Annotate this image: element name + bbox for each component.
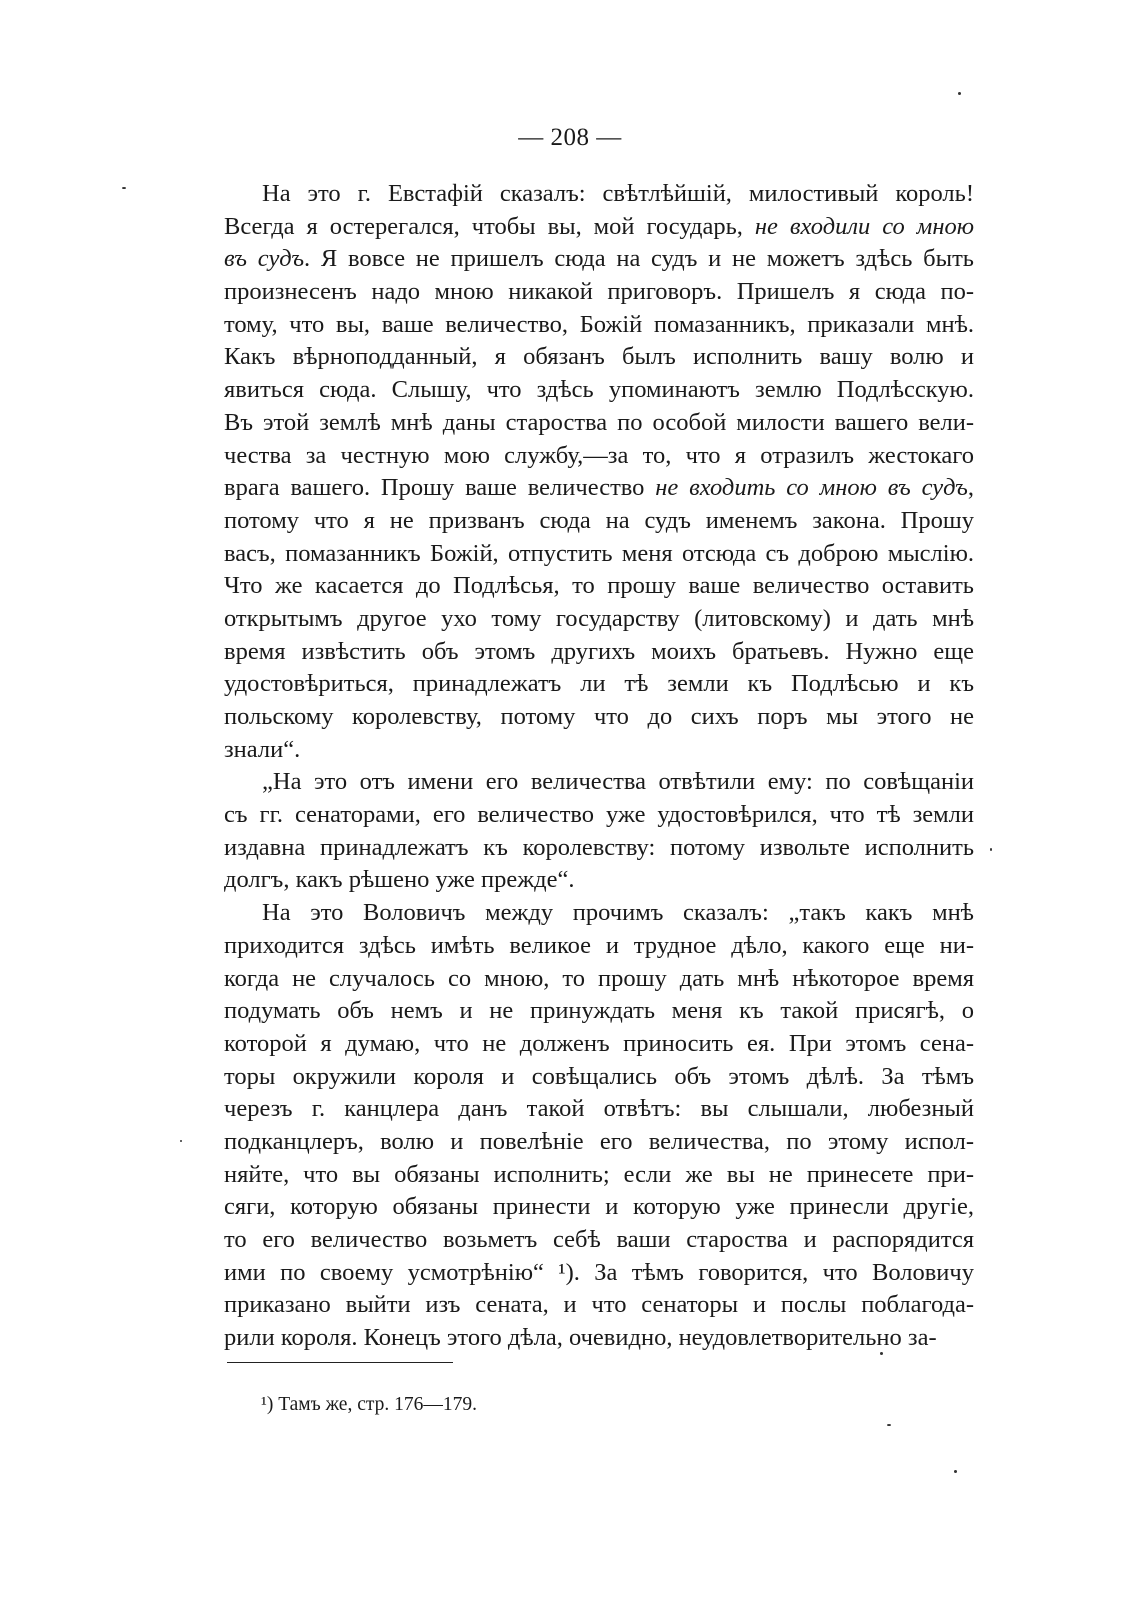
text-line xyxy=(224,276,974,309)
text-line xyxy=(224,963,974,996)
text-line xyxy=(224,832,974,865)
text-line xyxy=(224,668,974,701)
text-line xyxy=(224,211,974,244)
text-line xyxy=(224,1159,974,1192)
text-segment: Что же касается до Подлѣсья, то прошу ваше величество оставить xyxy=(224,572,974,600)
text-segment: издавна принадлежатъ къ королевству: потому извольте исполнить xyxy=(224,833,974,861)
text-line xyxy=(224,864,974,897)
text-segment: съ гг. сенаторами, его величество уже удостовѣрился, что тѣ земли xyxy=(224,801,974,829)
text-segment: удостовѣриться, принадлежатъ ли тѣ земли къ Подлѣсью и къ xyxy=(224,670,974,698)
text-line xyxy=(224,897,974,930)
text-line xyxy=(224,1257,974,1290)
scan-speck xyxy=(122,187,126,189)
text-line xyxy=(224,734,974,767)
text-line xyxy=(224,1093,974,1126)
text-segment: ими по своему усмотрѣнію“ ¹). За тѣмъ говорится, что Воловичу xyxy=(224,1258,974,1286)
text-segment: тому, что вы, ваше величество, Божій помазанникъ, приказали мнѣ. xyxy=(224,310,974,338)
text-segment: подумать объ немъ и не принуждать меня къ такой присягѣ, о xyxy=(224,997,974,1025)
text-segment: врага вашего. Прошу ваше величество xyxy=(224,474,656,502)
text-line xyxy=(224,1322,974,1355)
footnote: ¹) Тамъ же, стр. 176—179. xyxy=(261,1394,478,1415)
text-segment: потому что я не призванъ сюда на судъ именемъ закона. Прошу xyxy=(224,506,974,534)
text-line xyxy=(224,995,974,1028)
text-line xyxy=(224,1289,974,1322)
text-line xyxy=(224,407,974,440)
text-segment: чества за честную мою службу,—за то, что я отразилъ жестокаго xyxy=(224,441,974,469)
footnote-divider xyxy=(227,1362,453,1363)
text-line xyxy=(224,1028,974,1061)
text-line xyxy=(224,799,974,832)
text-segment: На это г. Евстафій сказалъ: свѣтлѣйшій, милостивый король! xyxy=(262,180,974,207)
text-segment: приходится здѣсь имѣть великое и трудное дѣло, какого еще ни- xyxy=(224,931,974,959)
text-segment: долгъ, какъ рѣшено уже прежде“. xyxy=(224,866,575,894)
page-number: — 208 — xyxy=(518,124,622,151)
text-line xyxy=(224,636,974,669)
text-segment: торы окружили короля и совѣщались объ этомъ дѣлѣ. За тѣмъ xyxy=(224,1062,974,1090)
scan-speck xyxy=(887,1424,891,1426)
text-segment: произнесенъ надо мною никакой приговоръ. Пришелъ я сюда по- xyxy=(224,278,974,306)
text-segment: знали“. xyxy=(224,735,301,763)
text-line xyxy=(224,472,974,505)
text-segment: „На это отъ имени его величества отвѣтили ему: по совѣщаніи xyxy=(262,768,974,796)
text-segment: польскому королевству, потому что до сихъ поръ мы этого не xyxy=(224,703,974,730)
scan-speck xyxy=(880,1352,883,1355)
text-segment: рили короля. Конецъ этого дѣла, очевидно, неудовлетворительно за- xyxy=(224,1324,937,1352)
text-line xyxy=(224,766,974,799)
text-line xyxy=(224,701,974,734)
text-line xyxy=(224,341,974,374)
text-segment: открытымъ другое ухо тому государству (литовскому) и дать мнѣ xyxy=(224,604,974,632)
text-line xyxy=(224,603,974,636)
text-line xyxy=(224,243,974,276)
scan-speck xyxy=(990,848,992,851)
text-line xyxy=(224,1191,974,1224)
body-text xyxy=(224,178,974,1355)
text-line xyxy=(224,1224,974,1257)
text-segment: время извѣстить объ этомъ другихъ моихъ братьевъ. Нужно еще xyxy=(224,637,974,665)
text-line xyxy=(224,309,974,342)
text-segment: няйте, что вы обязаны исполнить; если же вы не принесете при- xyxy=(224,1160,974,1188)
text-segment: сяги, которую обязаны принести и которую уже принесли другіе, xyxy=(224,1193,974,1221)
text-segment: явиться сюда. Слышу, что здѣсь упоминаютъ землю Подлѣсскую. xyxy=(224,376,974,404)
text-line xyxy=(224,178,974,211)
text-segment: которой я думаю, что не долженъ приносить ея. При этомъ сена- xyxy=(224,1029,974,1057)
text-segment: . Я вовсе не пришелъ сюда на судъ и не можетъ здѣсь быть xyxy=(304,245,974,273)
text-line xyxy=(224,1126,974,1159)
text-line xyxy=(224,505,974,538)
italic-text-segment: не входить со мною въ судъ xyxy=(655,474,968,502)
text-segment: то его величество возьметъ себѣ ваши староства и распорядится xyxy=(224,1226,974,1253)
italic-text-segment: не входили со мною xyxy=(754,212,974,240)
text-segment: приказано выйти изъ сената, и что сенаторы и послы поблагода- xyxy=(224,1291,974,1319)
text-segment: На это Воловичъ между прочимъ сказалъ: „такъ какъ мнѣ xyxy=(262,899,974,927)
text-line xyxy=(224,1061,974,1094)
scan-speck xyxy=(958,92,961,95)
text-line xyxy=(224,440,974,473)
text-segment: Какъ вѣрноподданный, я обязанъ былъ исполнить вашу волю и xyxy=(224,343,974,371)
text-segment: , xyxy=(967,474,974,502)
scan-speck xyxy=(954,1470,957,1473)
text-segment: подканцлеръ, волю и повелѣніе его величества, по этому испол- xyxy=(224,1127,974,1155)
text-segment: Всегда я остерегался, чтобы вы, мой государь, xyxy=(224,212,755,240)
text-segment: когда не случалось со мною, то прошу дать мнѣ нѣкоторое время xyxy=(224,964,974,992)
text-line xyxy=(224,930,974,963)
text-line xyxy=(224,374,974,407)
scan-speck xyxy=(180,1140,182,1142)
text-segment: васъ, помазанникъ Божій, отпустить меня отсюда съ доброю мыслію. xyxy=(224,539,974,567)
text-line xyxy=(224,538,974,571)
text-segment: черезъ г. канцлера данъ такой отвѣтъ: вы слышали, любезный xyxy=(224,1095,974,1123)
text-segment: Въ этой землѣ мнѣ даны староства по особой милости вашего вели- xyxy=(224,408,974,436)
italic-text-segment: въ судъ xyxy=(224,245,305,273)
text-line xyxy=(224,570,974,603)
